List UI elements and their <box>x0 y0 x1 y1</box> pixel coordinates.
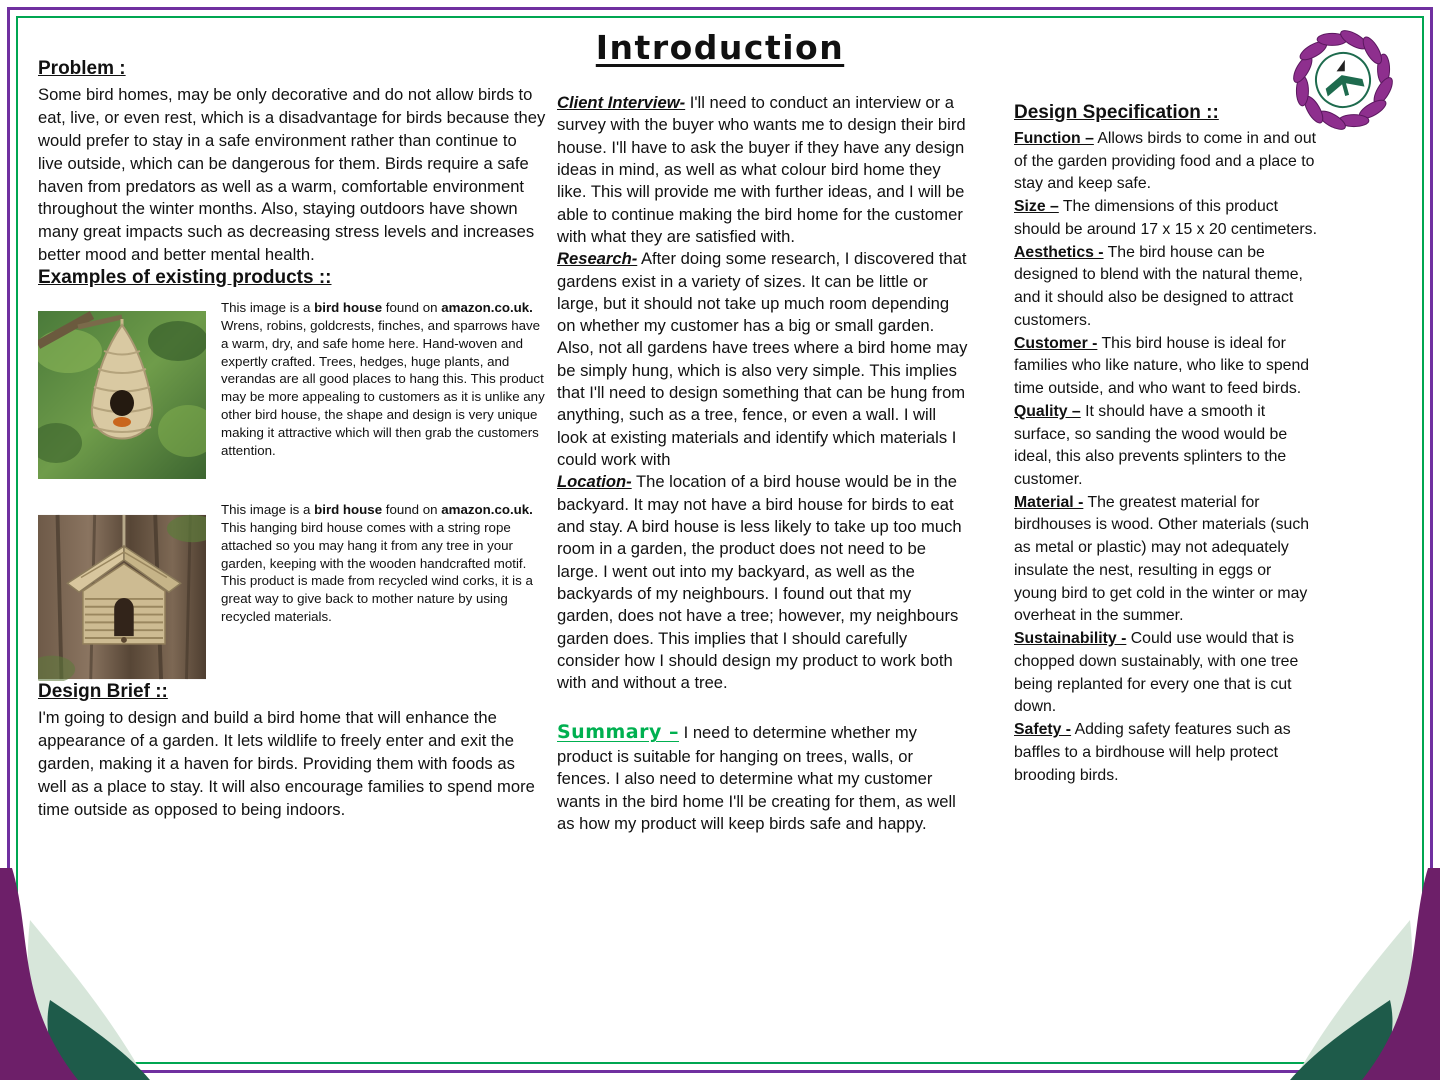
spec-material-text: The greatest material for birdhouses is wood. Other materials (such as metal or plastic) may not adequately insulate the nest, resulting in eggs or young bird to get cold in the winter or may overheat in the summer. <box>1014 493 1310 625</box>
client-interview-text: I'll need to conduct an interview or a survey with the buyer who wants me to design their bird house. I'll have to ask the buyer if they have any design ideas in mind, as well as what colour bird home they like. This will provide me with further ideas, and I will be able to continue making the bird home for the customer with what they are satisfied with. <box>557 93 966 246</box>
caption-bold-amazon: amazon.co.uk. <box>441 300 533 316</box>
log-birdhouse-photo <box>38 513 206 681</box>
caption-text: This image is a <box>221 300 315 316</box>
left-column <box>38 58 546 822</box>
caption-bold-bird-house: bird house <box>314 502 383 518</box>
spec-function-text: Allows birds to come in and out of the garden providing food and a place to stay and keep safe. <box>1014 130 1317 193</box>
spec-quality-text: It should have a smooth it surface, so sanding the wood would be ideal, this also prevents splinters to the customer. <box>1014 402 1288 489</box>
spec-aesthetics <box>1014 242 1318 333</box>
spec-material-label: Material - <box>1014 493 1084 511</box>
spec-function <box>1014 128 1318 196</box>
caption-text: This hanging bird house comes with a string rope attached so you may hang it from any tree in your garden, keeping with the wooden handcrafted motif. This product is made from recycled wind corks, it is a great way to give back to mother nature by using recycled materials. <box>221 519 533 624</box>
examples-heading: Examples of existing products :: <box>38 267 332 289</box>
client-interview-label: Client Interview- <box>557 93 686 112</box>
spec-customer-text: This bird house is ideal for families who like nature, who like to spend time outside, and who want to feed birds. <box>1014 334 1310 398</box>
existing-product-1 <box>38 300 546 479</box>
page-title: Introduction <box>595 28 845 67</box>
caption-text: found on <box>382 502 442 518</box>
summary-paragraph <box>557 720 969 835</box>
spec-customer-label: Customer - <box>1014 334 1098 352</box>
spec-safety <box>1014 719 1318 787</box>
woven-birdhouse-photo <box>38 311 206 479</box>
summary-text: I need to determine whether my product is suitable for hanging on trees, walls, or fences. I also need to determine what my customer wants in the bird home I'll be creating for them, as well as how my product will keep birds safe and happy. <box>557 723 956 833</box>
spec-quality <box>1014 401 1318 492</box>
spec-size-label: Size – <box>1014 198 1059 216</box>
caption-text: found on <box>382 300 442 316</box>
location-label: Location- <box>557 472 632 492</box>
product-2-caption <box>221 501 546 626</box>
spec-function-label: Function – <box>1014 130 1094 147</box>
location-text: The location of a bird house would be in the backyard. It may not have a bird house for birds to eat and stay. A bird house is less likely to take up too much room in a garden, the product does not need to be large. I went out into my backyard, as well as the backyards of my neighbours. I found out that my garden, does not have a tree; however, my neighbours garden does. This implies that I should carefully consider how I should design my product to work both with and without a tree. <box>557 472 962 693</box>
summary-label: Summary – <box>557 721 679 744</box>
corner-decoration-right <box>1290 868 1440 1080</box>
spec-sustainability-label: Sustainability - <box>1014 630 1127 648</box>
client-interview-paragraph <box>557 92 969 248</box>
caption-bold-amazon: amazon.co.uk. <box>441 502 533 518</box>
product-1-caption <box>221 299 546 459</box>
spec-customer <box>1014 333 1318 401</box>
existing-product-2 <box>38 502 546 681</box>
design-brief-text: I'm going to design and build a bird home that will enhance the appearance of a garden. It lets wildlife to freely enter and exit the garden, making it a haven for birds. Providing them with foods as well as a place to stay. It will also encourage families to spend more time outside as opposed to being indoors. <box>38 708 535 819</box>
location-paragraph <box>557 471 969 694</box>
problem-heading: Problem : <box>38 58 126 79</box>
spec-aesthetics-label: Aesthetics - <box>1014 243 1104 261</box>
research-text: After doing some research, I discovered that gardens exist in a variety of sizes. It can be little or large, but it should not take up much room depending on whether my customer has a big or small garden. Also, not all gardens have trees where a bird home may be simply hung, which is also very simple. This implies that I'll need to design something that can be hung from anything, such as a tree, fence, or even a wall. I will look at existing materials and identify which materials I could work with <box>557 249 968 469</box>
middle-column <box>557 92 969 835</box>
spec-sustainability-text: Could use would that is chopped down sustainably, with one tree being replanted for every one that is cut down. <box>1014 630 1299 716</box>
caption-text: Wrens, robins, goldcrests, finches, and sparrows have a warm, dry, and safe home here. Hand-woven and expertly crafted. Trees, hedges, huge plants, and verandas are all good places to hang this. This product may be more appealing to customers as it is unlike any other bird house, the shape and design is very unique making it attractive which will then grab the customers attention. <box>221 317 545 458</box>
corner-decoration-left <box>0 868 150 1080</box>
spec-safety-label: Safety - <box>1014 721 1072 739</box>
caption-text: This image is a <box>221 502 315 518</box>
spec-quality-label: Quality – <box>1014 402 1081 420</box>
spec-sustainability <box>1014 628 1318 719</box>
spec-material <box>1014 492 1318 628</box>
spec-size-text: The dimensions of this product should be around 17 x 15 x 20 centimeters. <box>1014 198 1317 238</box>
spec-size <box>1014 196 1318 241</box>
spec-safety-text: Adding safety features such as baffles to a birdhouse will help protect brooding birds. <box>1014 721 1291 784</box>
research-paragraph <box>557 248 969 471</box>
problem-text: Some bird homes, may be only decorative and do not allow birds to eat, live, or even rest, which is a disadvantage for birds because they would prefer to stay in a safe environment rather than continue to live outside, which can be dangerous for them. Birds require a safe haven from predators as well as a warm, comfortable environment throughout the winter months. Also, staying outdoors have shown many great impacts such as decreasing stress levels and increases better mood and better mental health. <box>38 85 546 265</box>
spec-aesthetics-text: The bird house can be designed to blend with the natural theme, and it should also be designed to attract customers. <box>1014 243 1303 329</box>
research-label: Research- <box>557 249 638 269</box>
design-specification-column <box>1014 102 1318 787</box>
design-specification-heading: Design Specification :: <box>1014 102 1219 123</box>
design-brief-heading: Design Brief :: <box>38 681 168 703</box>
caption-bold-bird-house: bird house <box>314 300 383 316</box>
